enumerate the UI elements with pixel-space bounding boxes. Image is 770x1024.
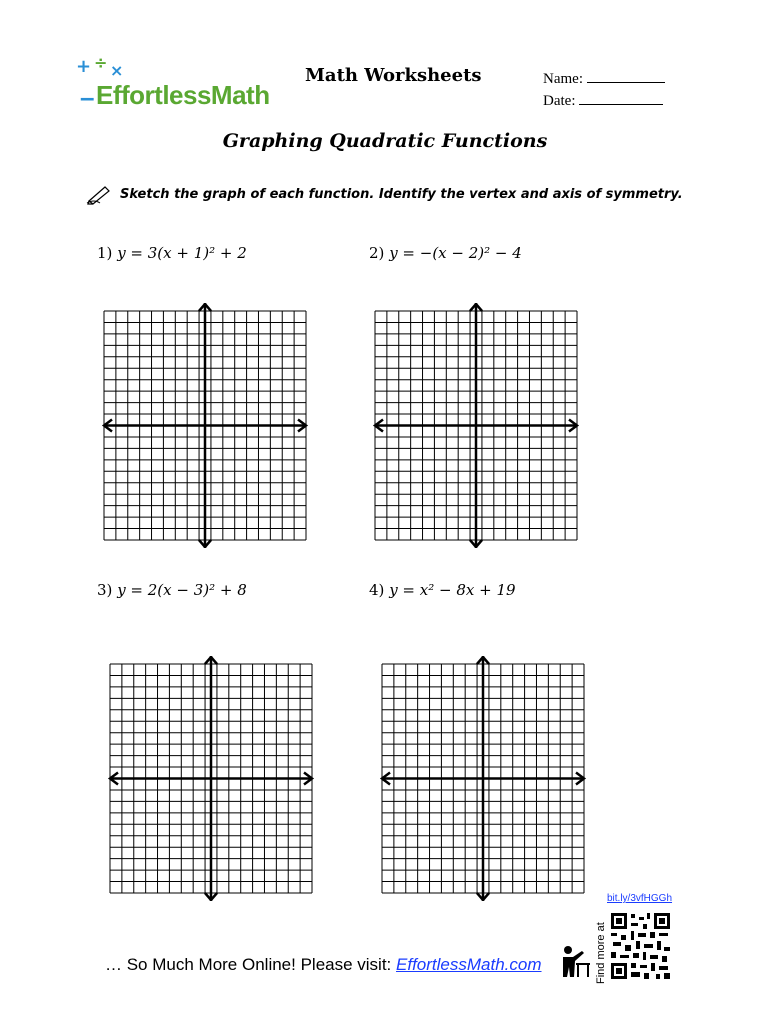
name-label: Name: — [543, 71, 583, 87]
page-title: Graphing Quadratic Functions — [222, 130, 548, 152]
pencil-icon — [86, 183, 114, 205]
header-title: Math Worksheets — [305, 65, 482, 86]
problem-4 — [369, 581, 516, 599]
teacher-icon — [558, 943, 592, 979]
name-field — [543, 70, 665, 88]
coordinate-grid-4[interactable] — [378, 656, 588, 901]
coordinate-grid-1[interactable] — [100, 303, 310, 548]
problem-number: 1) — [97, 244, 113, 262]
svg-text:+: + — [76, 56, 92, 77]
problem-equation: y = 3(x + 1)² + 2 — [117, 244, 247, 262]
problem-equation: y = −(x − 2)² − 4 — [389, 244, 522, 262]
footer — [105, 955, 542, 975]
problem-3 — [97, 581, 247, 599]
name-line — [587, 70, 665, 83]
problem-2 — [369, 244, 522, 262]
find-more-text: Find more at — [595, 922, 607, 984]
date-line — [579, 92, 663, 105]
coordinate-grid-3[interactable] — [106, 656, 316, 901]
date-label: Date: — [543, 93, 576, 109]
qr-code-icon[interactable] — [609, 911, 672, 981]
svg-text:×: × — [110, 61, 124, 80]
problem-equation: y = 2(x − 3)² + 8 — [117, 581, 247, 599]
problem-number: 4) — [369, 581, 385, 599]
date-field — [543, 92, 663, 110]
footer-text: … So Much More Online! Please visit: — [105, 955, 397, 974]
problem-number: 2) — [369, 244, 385, 262]
problem-1 — [97, 244, 247, 262]
website-link[interactable]: EffortlessMath.com — [396, 955, 542, 974]
short-link[interactable]: bit.ly/3vfHGGh — [607, 893, 673, 904]
effortless-math-logo — [70, 52, 270, 114]
coordinate-grid-2[interactable] — [371, 303, 581, 548]
logo-dash: – — [80, 82, 95, 112]
logo-text: EffortlessMath — [96, 80, 270, 110]
problem-number: 3) — [97, 581, 113, 599]
instructions: Sketch the graph of each function. Identify the vertex and axis of symmetry. — [120, 187, 683, 202]
problem-equation: y = x² − 8x + 19 — [389, 581, 516, 599]
svg-text:÷: ÷ — [94, 53, 108, 72]
